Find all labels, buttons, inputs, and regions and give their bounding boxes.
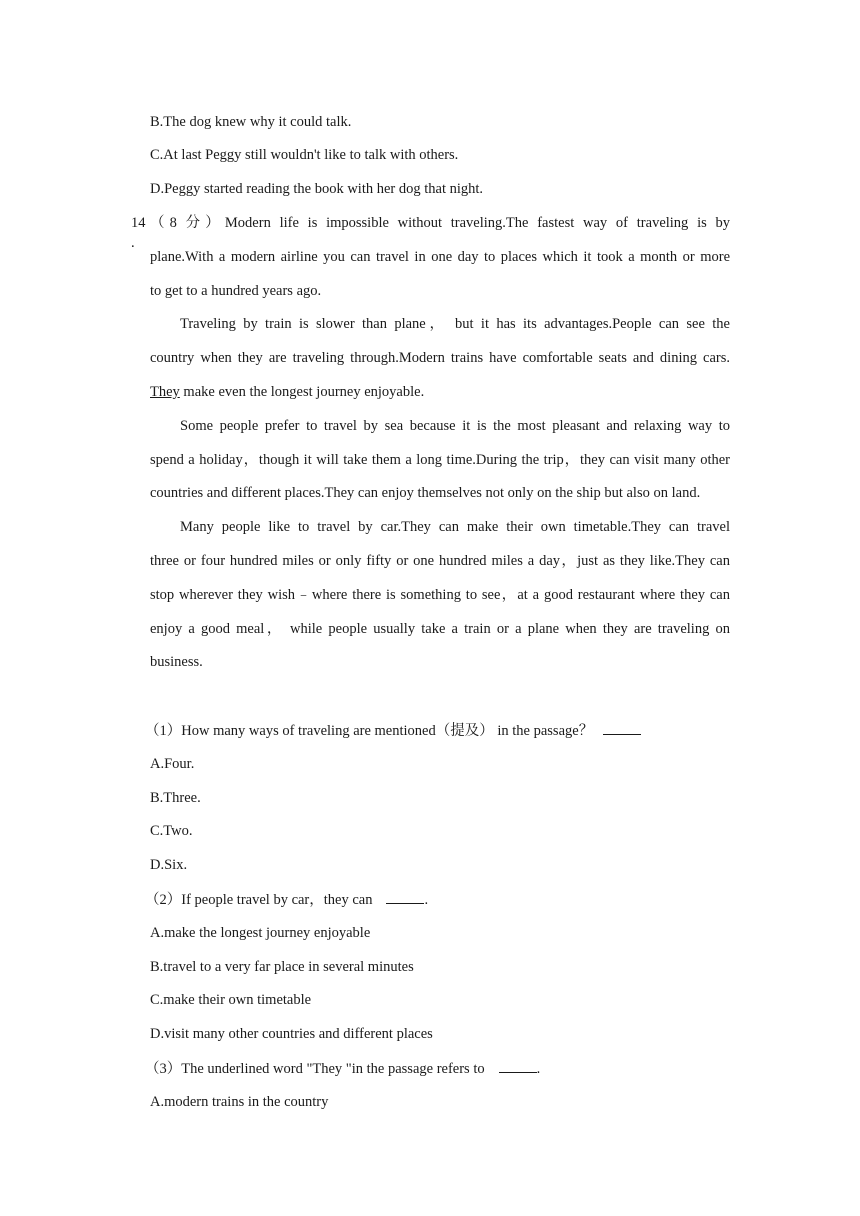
subquestion-3-stem xyxy=(145,1058,540,1079)
subquestion-2-text: （2）If people travel by car，they can xyxy=(145,892,373,908)
passage-p4-line4: enjoy a good meal， while people usually take a train or a plane when they are traveling on xyxy=(150,621,730,637)
passage-p4-line1: Many people like to travel by car.They can make their own timetable.They can travel xyxy=(180,519,730,535)
passage-p2-line3 xyxy=(150,382,730,402)
subquestion-1-text: （1）How many ways of traveling are mentioned（提及） in the passage？ xyxy=(145,723,594,739)
answer-blank-2[interactable] xyxy=(386,889,424,904)
subquestion-2-end: . xyxy=(424,892,429,908)
subquestion-3-end: . xyxy=(536,1061,541,1077)
underlined-word: They xyxy=(150,384,180,400)
passage-p1-line3: to get to a hundred years ago. xyxy=(150,283,322,299)
answer-blank-1[interactable] xyxy=(603,720,641,735)
subquestion-1-stem xyxy=(145,720,641,741)
passage-p3-line1: Some people prefer to travel by sea because it is the most pleasant and relaxing way to xyxy=(180,418,730,434)
subquestion-2-option-a: A.make the longest journey enjoyable xyxy=(150,925,371,941)
passage-p3-line2: spend a holiday，though it will take them a long time.During the trip，they can visit many other xyxy=(150,452,730,468)
prev-option-d: D.Peggy started reading the book with her dog that night. xyxy=(150,181,484,197)
subquestion-1-option-a: A.Four. xyxy=(150,756,195,772)
subquestion-1-option-d: D.Six. xyxy=(150,857,188,873)
passage-p1-line1: （8 分）Modern life is impossible without traveling.The fastest way of traveling is by xyxy=(150,215,730,231)
subquestion-3-option-a: A.modern trains in the country xyxy=(150,1094,329,1110)
subquestion-2-option-c: C.make their own timetable xyxy=(150,992,312,1008)
prev-option-b: B.The dog knew why it could talk. xyxy=(150,114,352,130)
subquestion-1-option-b: B.Three. xyxy=(150,790,201,806)
passage-p1-line2: plane.With a modern airline you can travel in one day to places which it took a month or more xyxy=(150,249,730,265)
prev-option-c: C.At last Peggy still wouldn't like to talk with others. xyxy=(150,147,459,163)
subquestion-2-option-b: B.travel to a very far place in several minutes xyxy=(150,959,414,975)
passage-p4-line2: three or four hundred miles or only fifty or one hundred miles a day，just as they like.They can xyxy=(150,553,730,569)
subquestion-1-option-c: C.Two. xyxy=(150,823,193,839)
subquestion-2-stem xyxy=(145,889,428,910)
passage-p4-line5: business. xyxy=(150,654,203,670)
passage-p2-line2: country when they are traveling through.Modern trains have comfortable seats and dining cars. xyxy=(150,350,730,366)
question-number: 14 . xyxy=(131,215,146,251)
passage-p4-line3: stop wherever they wish﹣where there is something to see，at a good restaurant where they can xyxy=(150,587,730,603)
answer-blank-3[interactable] xyxy=(499,1058,537,1073)
passage-p2-line1: Traveling by train is slower than plane， but it has its advantages.People can see the xyxy=(180,316,730,332)
passage-p2-line3-rest: make even the longest journey enjoyable. xyxy=(179,384,425,400)
passage-p3-line3: countries and different places.They can enjoy themselves not only on the ship but also on land. xyxy=(150,485,701,501)
subquestion-3-text: （3）The underlined word "They "in the passage refers to xyxy=(145,1061,485,1077)
subquestion-2-option-d: D.visit many other countries and different places xyxy=(150,1026,433,1042)
